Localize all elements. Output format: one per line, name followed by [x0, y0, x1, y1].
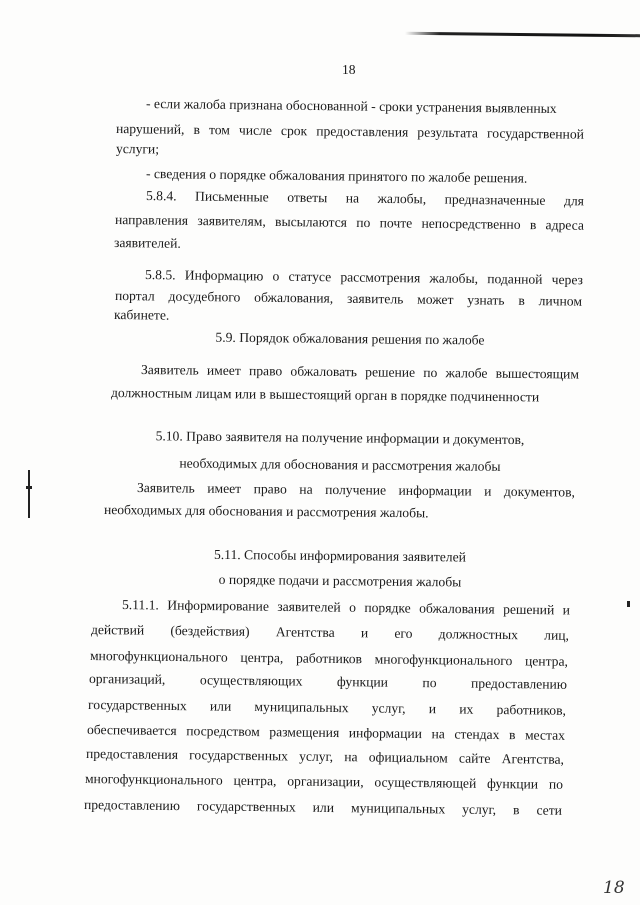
text-line: 5.11.1. Информирование заявителей о порядке обжалования решений и	[121, 597, 571, 618]
page-number: 18	[342, 62, 356, 77]
section-heading: о порядке подачи и рассмотрения жалобы	[218, 571, 462, 590]
text-line: нарушений, в том числе срок предоставления результата государственной	[115, 121, 585, 142]
text-line: кабинете.	[113, 307, 170, 323]
top-rule	[405, 32, 640, 37]
text-line: направления заявителям, высылаются по почте непосредственно в адреса	[114, 212, 585, 233]
text-line: - сведения о порядке обжалования принятого по жалобе решения.	[145, 166, 528, 186]
section-heading: 5.10. Право заявителя на получение информации и документов,	[155, 428, 525, 448]
text-line: действий (бездействия) Агентства и его должностных лиц,	[90, 622, 570, 643]
text-line: заявителей.	[113, 235, 181, 251]
text-line: 5.8.4. Письменные ответы на жалобы, предназначенные для	[145, 188, 585, 209]
margin-mark	[26, 486, 32, 489]
margin-mark	[627, 601, 630, 607]
handwritten-page-number: 18	[603, 878, 625, 898]
text-line: Заявитель имеет право на получение информации и документов,	[136, 480, 576, 500]
text-line: организаций, осуществляющих функции по предоставлению	[88, 671, 568, 692]
text-line: необходимых для обоснования и рассмотрения жалобы.	[103, 502, 429, 521]
section-heading: необходимых для обоснования и рассмотрения жалобы	[179, 455, 501, 474]
text-line: многофункционального центра, организации, осуществляющей функции по	[84, 771, 564, 792]
text-line: портал досудебного обжалования, заявитель может узнать в личном	[114, 288, 583, 309]
margin-mark	[28, 470, 30, 518]
text-line: - если жалоба признана обоснованной - сроки устранения выявленных	[145, 96, 557, 117]
text-line: услуги;	[115, 141, 160, 157]
text-line: 5.8.5. Информацию о статусе рассмотрения жалобы, поданной через	[144, 267, 584, 288]
section-heading: 5.9. Порядок обжалования решения по жалобе	[215, 329, 485, 348]
text-line: государственных или муниципальных услуг, и их работников,	[87, 697, 567, 718]
text-line: многофункционального центра, работников многофункционального центра,	[89, 648, 569, 669]
section-heading: 5.11. Способы информирования заявителей	[213, 546, 467, 565]
text-line: обеспечивается посредством размещения информации на стендах в местах	[86, 722, 566, 743]
text-line: предоставления государственных услуг, на официальном сайте Агентства,	[85, 746, 565, 767]
text-line: должностным лицам или в вышестоящий орган в порядке подчиненности	[110, 385, 540, 405]
text-line: предоставлению государственных или муниципальных услуг, в сети	[83, 797, 563, 818]
text-line: Заявитель имеет право обжаловать решение по жалобе вышестоящим	[140, 362, 580, 382]
